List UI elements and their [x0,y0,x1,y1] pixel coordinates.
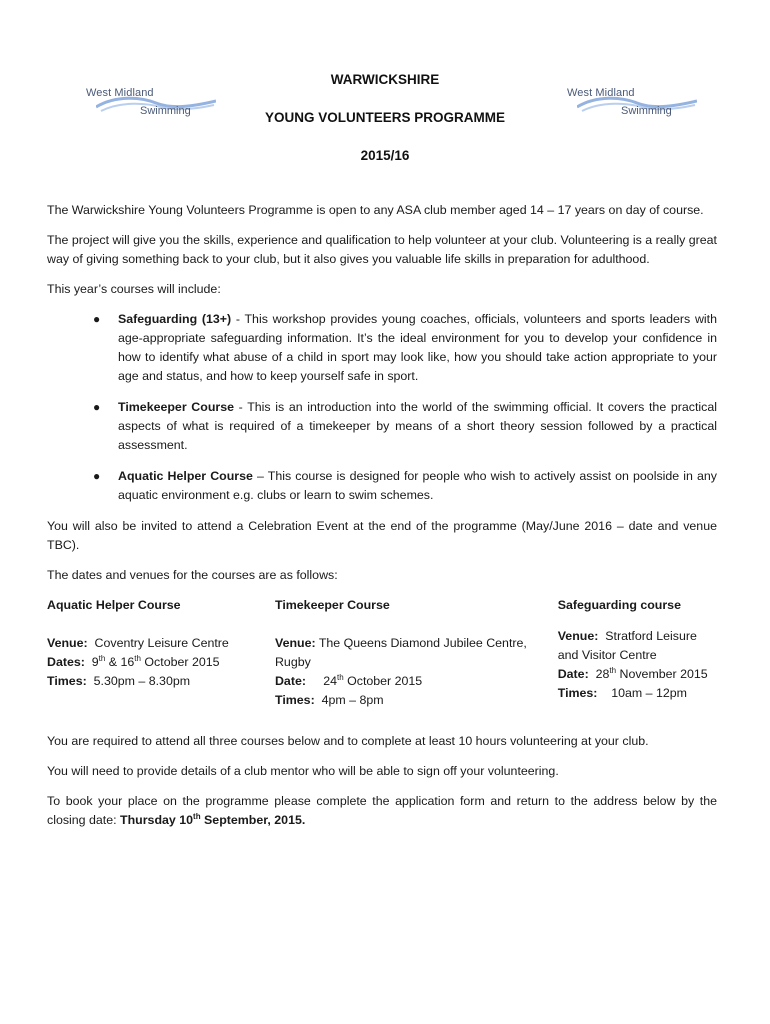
intro-paragraph-eligibility: The Warwickshire Young Volunteers Programme is open to any ASA club member aged 14 – 17 years on day of course. [47,203,704,217]
list-item-timekeeper: ● Timekeeper Course - This is an introduction into the world of the swimming official. It covers the practical aspects of what is required of a timekeeper by means of a short theory session followed by a practical assessment. [93,400,717,452]
schedule-times: Times: 4pm – 8pm [274,693,384,707]
course-list [47,310,717,505]
course-description: This course is designed for people who wish to actively assist on poolside in any aquatic environment e.g. clubs or learn to swim schemes. [118,469,717,502]
course-name: Safeguarding (13+) [118,312,232,326]
schedule-title: Safeguarding course [557,598,681,612]
logo-text-line1: West Midland [86,87,154,99]
document-body [47,201,717,841]
schedule-venue: Venue: Stratford Leisure and Visitor Centre [557,629,697,662]
intro-paragraph-courses: This year’s courses will include: [47,282,221,296]
course-description: This is an introduction into the world of the swimming official. It covers the practical aspects of what is required of a timekeeper by means of a short theory session followed by a practical assessment. [118,400,717,452]
dates-intro-paragraph: The dates and venues for the courses are as follows: [47,568,338,582]
logo-text-line2: Swimming [140,105,191,117]
logo-text-line2: Swimming [621,105,672,117]
bullet-icon: ● [93,312,101,326]
schedule-aquatic-helper [47,596,275,710]
schedule-date: Date: 28th November 2015 [557,665,708,681]
schedule-title: Timekeeper Course [274,598,390,612]
course-schedule [47,596,717,710]
document-title: WARWICKSHIRE [330,72,440,87]
logo-text-line1: West Midland [567,87,635,99]
schedule-date: Date: 24th October 2015 [274,672,423,688]
celebration-paragraph: You will also be invited to attend a Celebration Event at the end of the programme (May/June 2016 – date and venue TBC). [47,519,717,552]
document-subtitle: YOUNG VOLUNTEERS PROGRAMME [264,110,505,125]
bullet-icon: ● [93,469,101,483]
course-name: Timekeeper Course [118,400,234,414]
bullet-icon: ● [93,400,101,414]
mentor-requirement: You will need to provide details of a club mentor who will be able to sign off your volunteering. [47,764,559,778]
list-item-aquatic-helper: ● Aquatic Helper Course – This course is designed for people who wish to actively assist on poolside in any aquatic environment e.g. clubs or learn to swim schemes. [93,469,717,502]
course-name: Aquatic Helper Course [118,469,253,483]
programme-year: 2015/16 [360,148,410,163]
list-item-safeguarding: ● Safeguarding (13+) - This workshop provides young coaches, officials, volunteers and sports leaders with age-appropriate safeguarding information. It’s the ideal environment for you to develop your confidence in how to identify what abuse of a child in sport may look like, how you should take action appropriate to your age and status, and how to keep yourself safe in sport. [93,312,717,383]
schedule-safeguarding [558,596,717,710]
closing-date: Thursday 10th September, 2015. [120,811,306,827]
schedule-venue: Venue: The Queens Diamond Jubilee Centre, Rugby [274,636,527,669]
booking-instructions: To book your place on the programme please complete the application form and return to the address below by the closing date: Thursday 10th September, 2015. [47,794,717,827]
intro-paragraph-benefits: The project will give you the skills, experience and qualification to help volunteer at your club. Volunteering is a really great way of giving something back to your club, but it also gives you valuable life skills in preparation for adulthood. [47,233,717,266]
course-description: This workshop provides young coaches, officials, volunteers and sports leaders with age-appropriate safeguarding information. It’s the ideal environment for you to develop your confidence in how to identify what abuse of a child in sport may look like, how you should take action appropriate to your age and status, and how to keep yourself safe in sport. [118,312,717,383]
schedule-timekeeper [275,596,558,710]
schedule-title: Aquatic Helper Course [47,598,181,612]
schedule-venue: Venue: Coventry Leisure Centre [47,636,229,650]
attendance-requirement: You are required to attend all three courses below and to complete at least 10 hours volunteering at your club. [47,734,649,748]
schedule-times: Times: 5.30pm – 8.30pm [47,674,191,688]
schedule-dates: Dates: 9th & 16th October 2015 [47,653,220,669]
schedule-times: Times: 10am – 12pm [557,686,687,700]
